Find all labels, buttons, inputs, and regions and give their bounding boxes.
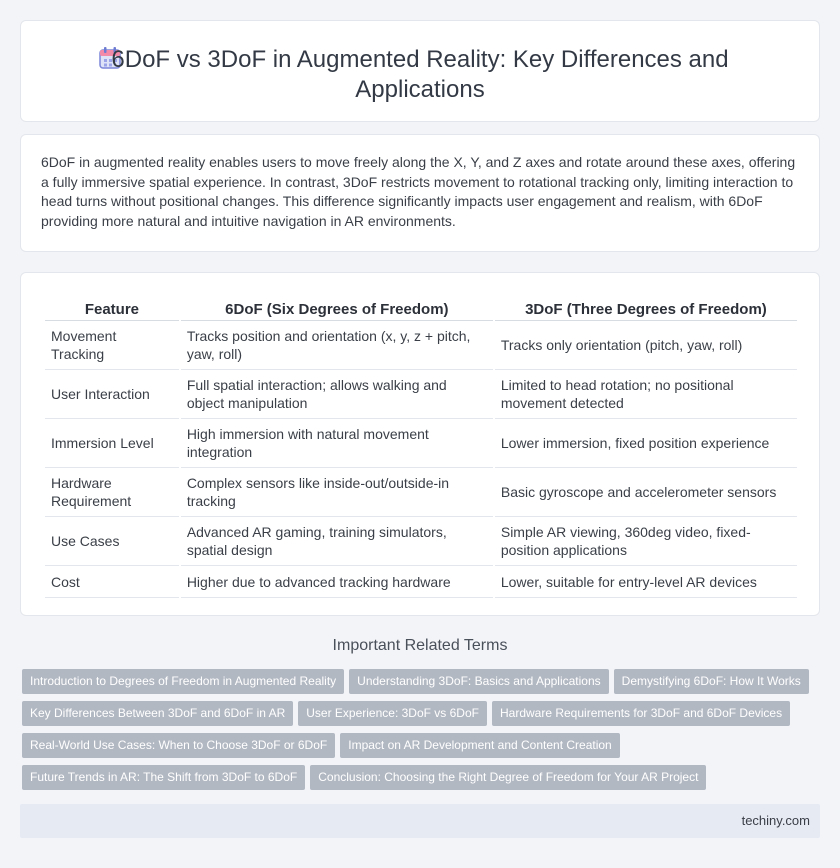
3dof-cell: Lower, suitable for entry-level AR devices xyxy=(495,566,797,598)
table-row xyxy=(45,370,797,419)
6dof-cell: Higher due to advanced tracking hardware xyxy=(181,566,493,598)
page-title: 6DoF vs 3DoF in Augmented Reality: Key Differences and Applications xyxy=(111,46,729,103)
intro-paragraph: 6DoF in augmented reality enables users to move freely along the X, Y, and Z axes and rotate around these axes, offering a fully immersive spatial experience. In contrast, 3DoF restricts movement to rotational tracking only, limiting interaction to head turns without positional changes. This difference significantly impacts user engagement and realism, with 6DoF providing more natural and intuitive navigation in AR environments. xyxy=(41,154,796,229)
3dof-cell: Simple AR viewing, 360deg video, fixed-position applications xyxy=(495,517,797,566)
related-terms-tags xyxy=(22,669,822,797)
3dof-cell: Lower immersion, fixed position experience xyxy=(495,419,797,468)
6dof-cell: Advanced AR gaming, training simulators, spatial design xyxy=(181,517,493,566)
header-feature: Feature xyxy=(45,295,179,321)
related-term-tag[interactable]: Understanding 3DoF: Basics and Applications xyxy=(349,669,608,694)
6dof-cell: Complex sensors like inside-out/outside-in tracking xyxy=(181,468,493,517)
related-term-tag[interactable]: User Experience: 3DoF vs 6DoF xyxy=(298,701,487,726)
related-term-tag[interactable]: Conclusion: Choosing the Right Degree of Freedom for Your AR Project xyxy=(310,765,706,790)
footer xyxy=(20,804,820,838)
tag-row xyxy=(22,701,822,733)
table-row xyxy=(45,566,797,598)
3dof-cell: Limited to head rotation; no positional movement detected xyxy=(495,370,797,419)
title-card xyxy=(20,20,820,122)
related-term-tag[interactable]: Introduction to Degrees of Freedom in Augmented Reality xyxy=(22,669,344,694)
footer-site-link[interactable]: techiny.com xyxy=(741,813,810,828)
table-row xyxy=(45,517,797,566)
feature-cell: Hardware Requirement xyxy=(45,468,179,517)
3dof-cell: Tracks only orientation (pitch, yaw, roll) xyxy=(495,321,797,370)
table-row xyxy=(45,321,797,370)
feature-cell: Movement Tracking xyxy=(45,321,179,370)
table-row xyxy=(45,419,797,468)
related-term-tag[interactable]: Impact on AR Development and Content Creation xyxy=(340,733,619,758)
feature-cell: User Interaction xyxy=(45,370,179,419)
related-term-tag[interactable]: Real-World Use Cases: When to Choose 3DoF or 6DoF xyxy=(22,733,335,758)
comparison-table xyxy=(43,295,799,598)
related-term-tag[interactable]: Future Trends in AR: The Shift from 3DoF to 6DoF xyxy=(22,765,305,790)
table-row xyxy=(45,468,797,517)
tag-row xyxy=(22,765,822,797)
related-term-tag[interactable]: Hardware Requirements for 3DoF and 6DoF Devices xyxy=(492,701,790,726)
related-terms-heading: Important Related Terms xyxy=(332,637,508,654)
tag-row xyxy=(22,733,822,765)
header-6dof: 6DoF (Six Degrees of Freedom) xyxy=(181,295,493,321)
header-3dof: 3DoF (Three Degrees of Freedom) xyxy=(495,295,797,321)
table-header-row xyxy=(45,295,797,321)
feature-cell: Immersion Level xyxy=(45,419,179,468)
feature-cell: Use Cases xyxy=(45,517,179,566)
comparison-table-card xyxy=(20,272,820,616)
3dof-cell: Basic gyroscope and accelerometer sensors xyxy=(495,468,797,517)
6dof-cell: Full spatial interaction; allows walking and object manipulation xyxy=(181,370,493,419)
tag-row xyxy=(22,669,822,701)
intro-card xyxy=(20,134,820,252)
related-term-tag[interactable]: Key Differences Between 3DoF and 6DoF in AR xyxy=(22,701,293,726)
6dof-cell: Tracks position and orientation (x, y, z + pitch, yaw, roll) xyxy=(181,321,493,370)
6dof-cell: High immersion with natural movement integration xyxy=(181,419,493,468)
related-term-tag[interactable]: Demystifying 6DoF: How It Works xyxy=(614,669,809,694)
feature-cell: Cost xyxy=(45,566,179,598)
